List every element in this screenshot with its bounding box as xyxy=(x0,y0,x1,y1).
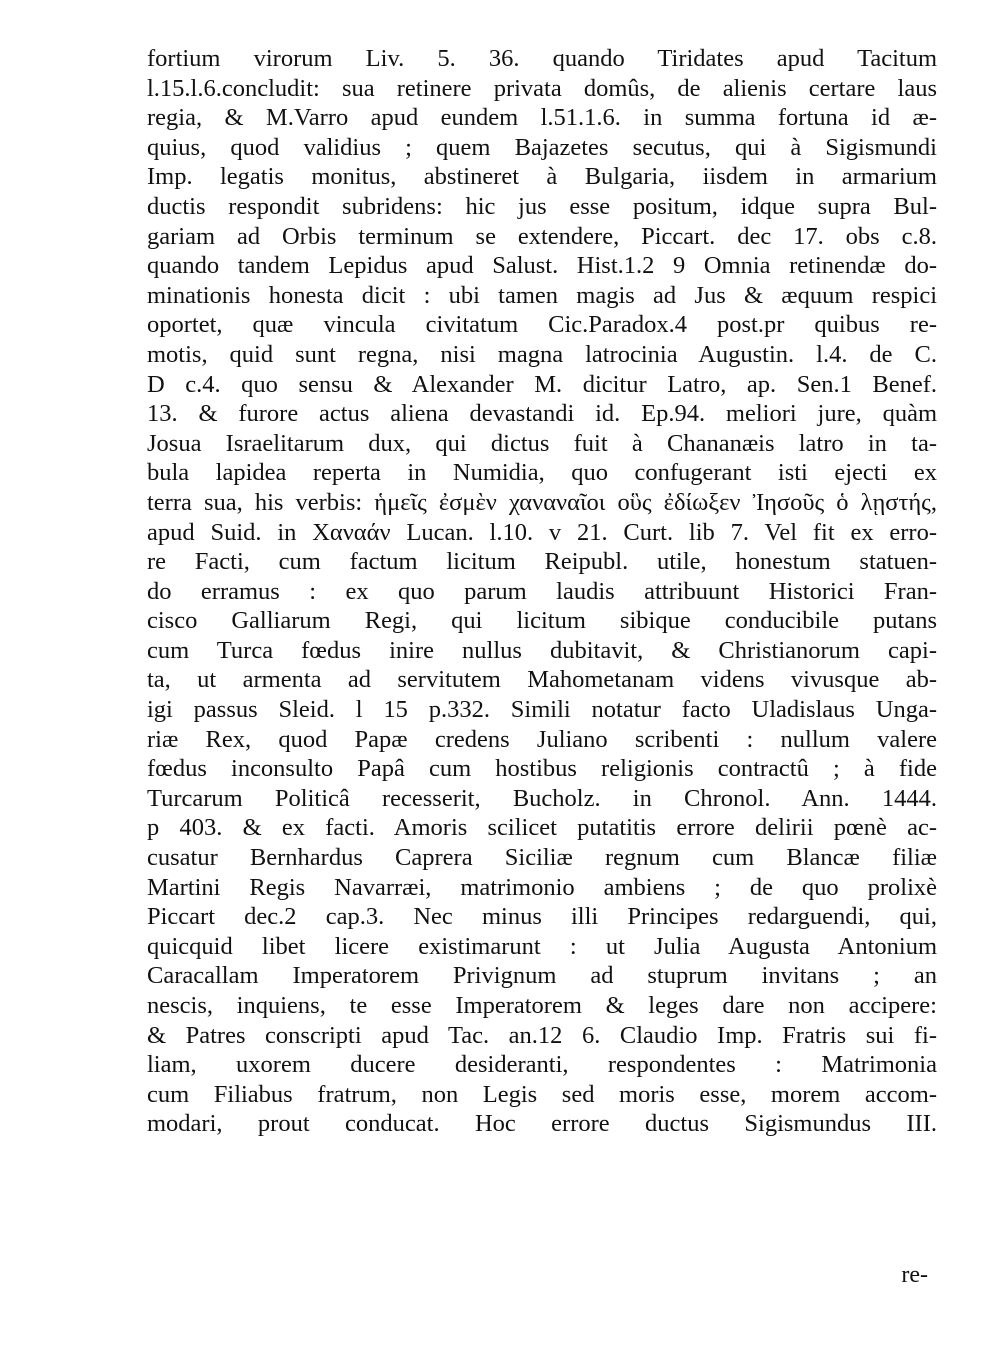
text-line: regia, & M.Varro apud eundem l.51.1.6. in summa fortuna id æ- xyxy=(147,104,937,132)
text-line: p 403. & ex facti. Amoris scilicet putatitis errore delirii pœnè ac- xyxy=(147,814,937,842)
catchword: re- xyxy=(901,1262,928,1288)
text-line: liam, uxorem ducere desideranti, respondentes : Matrimonia xyxy=(147,1051,937,1079)
text-line: Caracallam Imperatorem Privignum ad stuprum invitans ; an xyxy=(147,962,937,990)
text-line: fortium virorum Liv. 5. 36. quando Tiridates apud Tacitum xyxy=(147,45,937,72)
text-line: minationis honesta dicit : ubi tamen magis ad Jus & æquum respici xyxy=(147,281,937,309)
text-line: l.15.l.6.concludit: sua retinere privata domûs, de alienis certare laus xyxy=(147,74,937,102)
page-body-text xyxy=(147,44,937,1139)
text-line: Piccart dec.2 cap.3. Nec minus illi Principes redarguendi, qui, xyxy=(147,903,937,931)
text-line: fœdus inconsulto Papâ cum hostibus religionis contractû ; à fide xyxy=(147,755,937,783)
text-line: re Facti, cum factum licitum Reipubl. utile, honestum statuen- xyxy=(147,548,937,576)
text-line: cusatur Bernhardus Caprera Siciliæ regnum cum Blancæ filiæ xyxy=(147,844,937,872)
text-line: motis, quid sunt regna, nisi magna latrocinia Augustin. l.4. de C. xyxy=(147,340,937,368)
text-line: Josua Israelitarum dux, qui dictus fuit à Chananæis latro in ta- xyxy=(147,429,937,457)
text-line: apud Suid. in Χαναάν Lucan. l.10. v 21. Curt. lib 7. Vel fit ex erro- xyxy=(147,518,937,546)
text-line: bula lapidea reperta in Numidia, quo confugerant isti ejecti ex xyxy=(147,459,937,487)
text-line: do erramus : ex quo parum laudis attribuunt Historici Fran- xyxy=(147,577,937,605)
text-line: nescis, inquiens, te esse Imperatorem & leges dare non accipere: xyxy=(147,992,937,1019)
text-line: ta, ut armenta ad servitutem Mahometanam videns vivusque ab- xyxy=(147,666,937,694)
text-line: modari, prout conducat. Hoc errore ductus Sigismundus III. xyxy=(147,1110,937,1138)
text-line: Imp. legatis monitus, abstineret à Bulgaria, iisdem in armarium xyxy=(147,163,937,191)
text-line: & Patres conscripti apud Tac. an.12 6. Claudio Imp. Fratris sui fi- xyxy=(147,1021,937,1049)
text-line: cum Filiabus fratrum, non Legis sed moris esse, morem accom- xyxy=(147,1080,937,1108)
text-line: Turcarum Politicâ recesserit, Bucholz. in Chronol. Ann. 1444. xyxy=(147,784,937,812)
text-line: terra sua, his verbis: ἡμεῖς ἐσμὲν χαναναῖοι οὓς ἐδίωξεν Ἰησοῦς ὁ λῃστής, xyxy=(147,488,937,516)
text-line: ductis respondit subridens: hic jus esse positum, idque supra Bul- xyxy=(147,192,937,220)
text-line: 13. & furore actus aliena devastandi id. Ep.94. meliori jure, quàm xyxy=(147,400,937,428)
text-line: quius, quod validius ; quem Bajazetes secutus, qui à Sigismundi xyxy=(147,133,937,161)
text-line: igi passus Sleid. l 15 p.332. Simili notatur facto Uladislaus Unga- xyxy=(147,696,937,724)
text-line: gariam ad Orbis terminum se extendere, Piccart. dec 17. obs c.8. xyxy=(147,222,937,250)
text-line: D c.4. quo sensu & Alexander M. dicitur Latro, ap. Sen.1 Benef. xyxy=(147,370,937,398)
text-line: oportet, quæ vincula civitatum Cic.Paradox.4 post.pr quibus re- xyxy=(147,311,937,339)
text-line: riæ Rex, quod Papæ credens Juliano scribenti : nullum valere xyxy=(147,725,937,753)
text-line: cisco Galliarum Regi, qui licitum sibique conducibile putans xyxy=(147,607,937,635)
text-line: quando tandem Lepidus apud Salust. Hist.1.2 9 Omnia retinendæ do- xyxy=(147,252,937,280)
text-line: cum Turca fœdus inire nullus dubitavit, & Christianorum capi- xyxy=(147,636,937,664)
text-line: Martini Regis Navarræi, matrimonio ambiens ; de quo prolixè xyxy=(147,873,937,901)
text-line: quicquid libet licere existimarunt : ut Julia Augusta Antonium xyxy=(147,932,937,960)
